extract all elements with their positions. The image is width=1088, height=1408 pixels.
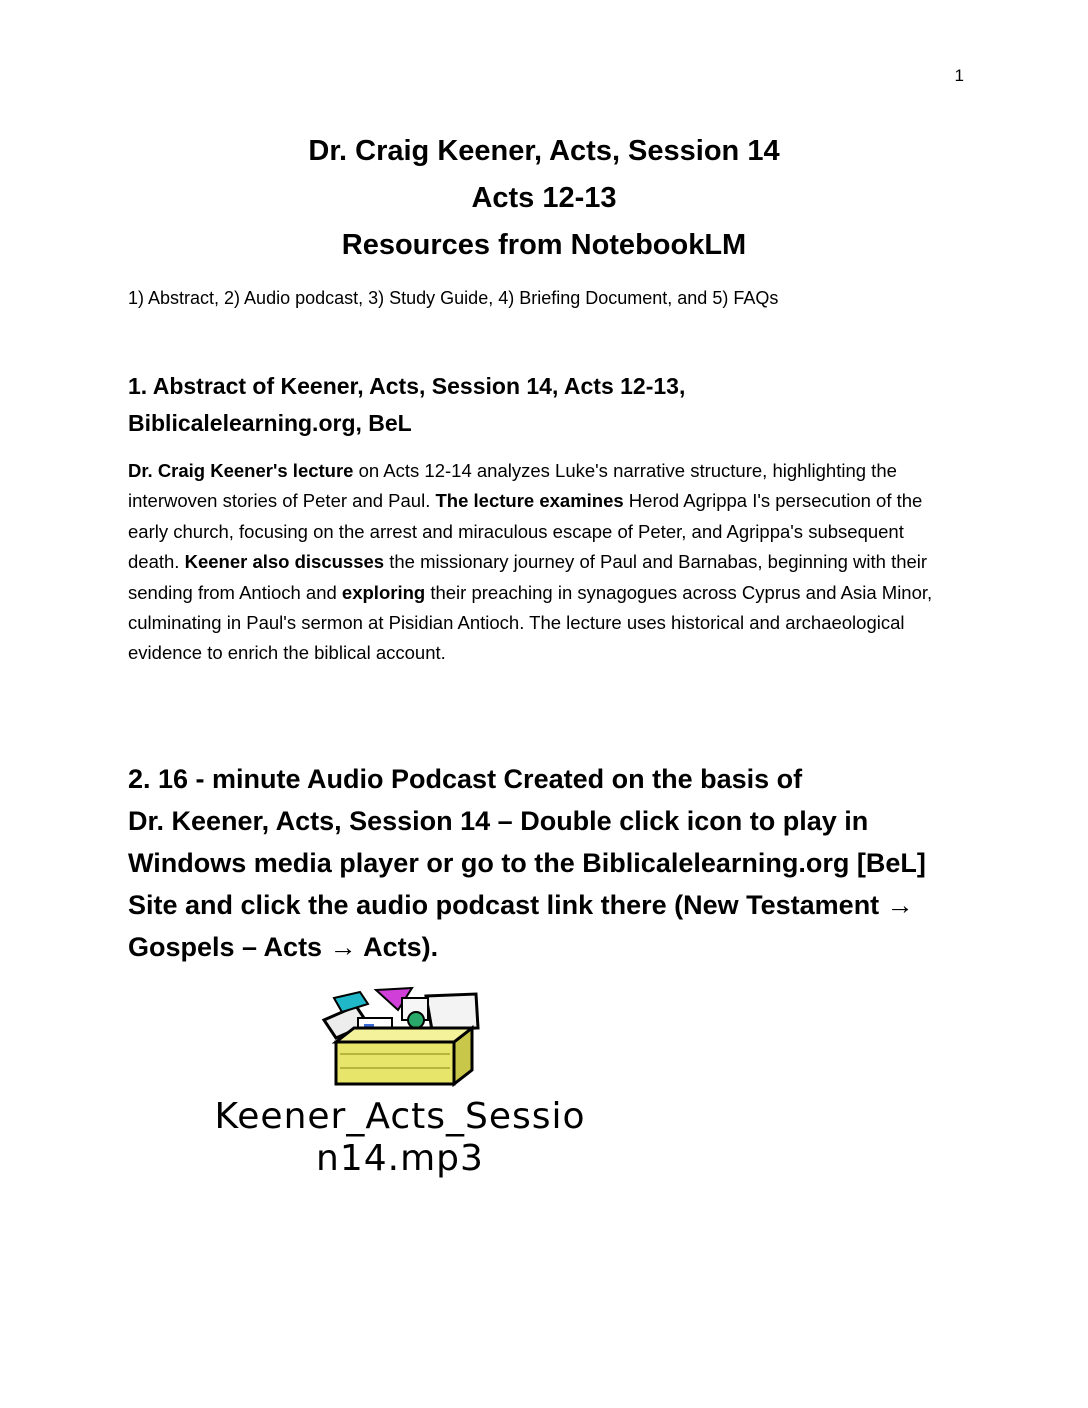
podcast-heading-line-1: 2. 16 - minute Audio Podcast Created on the basis of [128,764,803,794]
page-title [0,128,1088,269]
abstract-bold-1: Dr. Craig Keener's lecture [128,460,354,481]
contents-list: 1) Abstract, 2) Audio podcast, 3) Study Guide, 4) Briefing Document, and 5) FAQs [128,288,779,308]
package-icon[interactable] [316,984,486,1094]
title-line-3: Resources from NotebookLM [341,229,747,261]
page-number: 1 [954,66,964,85]
abstract-heading-line-2: Biblicalelearning.org, BeL [128,410,412,436]
abstract-bold-4: exploring [341,581,426,603]
abstract-heading-line-1: 1. Abstract of Keener, Acts, Session 14, Acts 12-13, [128,373,686,399]
abstract-heading [128,368,968,442]
podcast-heading-line-5: Gospels – Acts → Acts). [128,932,439,962]
filename-line-1: Keener_Acts_Sessio [214,1096,586,1137]
abstract-text-2: Herod Agrippa I's persecution of the early church, focusing on the arrest and miraculous escape of Peter, and Agrippa's subsequent death. [128,490,923,573]
title-line-2: Acts 12-13 [471,182,617,214]
abstract-paragraph [128,456,960,669]
podcast-heading-line-2: Dr. Keener, Acts, Session 14 – Double click icon to play in [128,806,869,836]
podcast-heading-line-4: Site and click the audio podcast link there (New Testament → [128,890,914,920]
abstract-text-4: their preaching in synagogues across Cyprus and Asia Minor, culminating in Paul's sermon at Pisidian Antioch. The lecture uses historical and archaeological evidence to enrich the biblical account. [128,581,933,664]
package-icon-graphic [316,984,486,1094]
abstract-text-3: the missionary journey of Paul and Barnabas, beginning with their sending from Antioch and [128,551,928,603]
abstract-bold-3: Keener also discusses [184,551,385,573]
abstract-bold-2: The lecture examines [435,490,624,512]
filename-line-2: n14.mp3 [316,1138,484,1179]
podcast-heading-line-3: Windows media player or go to the Biblicalelearning.org [BeL] [128,848,926,878]
podcast-heading [128,758,968,968]
attachment-filename[interactable] [120,1096,680,1180]
abstract-text-1: on Acts 12-14 analyzes Luke's narrative structure, highlighting the interwoven stories of Peter and Paul. [128,460,897,512]
title-line-1: Dr. Craig Keener, Acts, Session 14 [308,135,780,167]
